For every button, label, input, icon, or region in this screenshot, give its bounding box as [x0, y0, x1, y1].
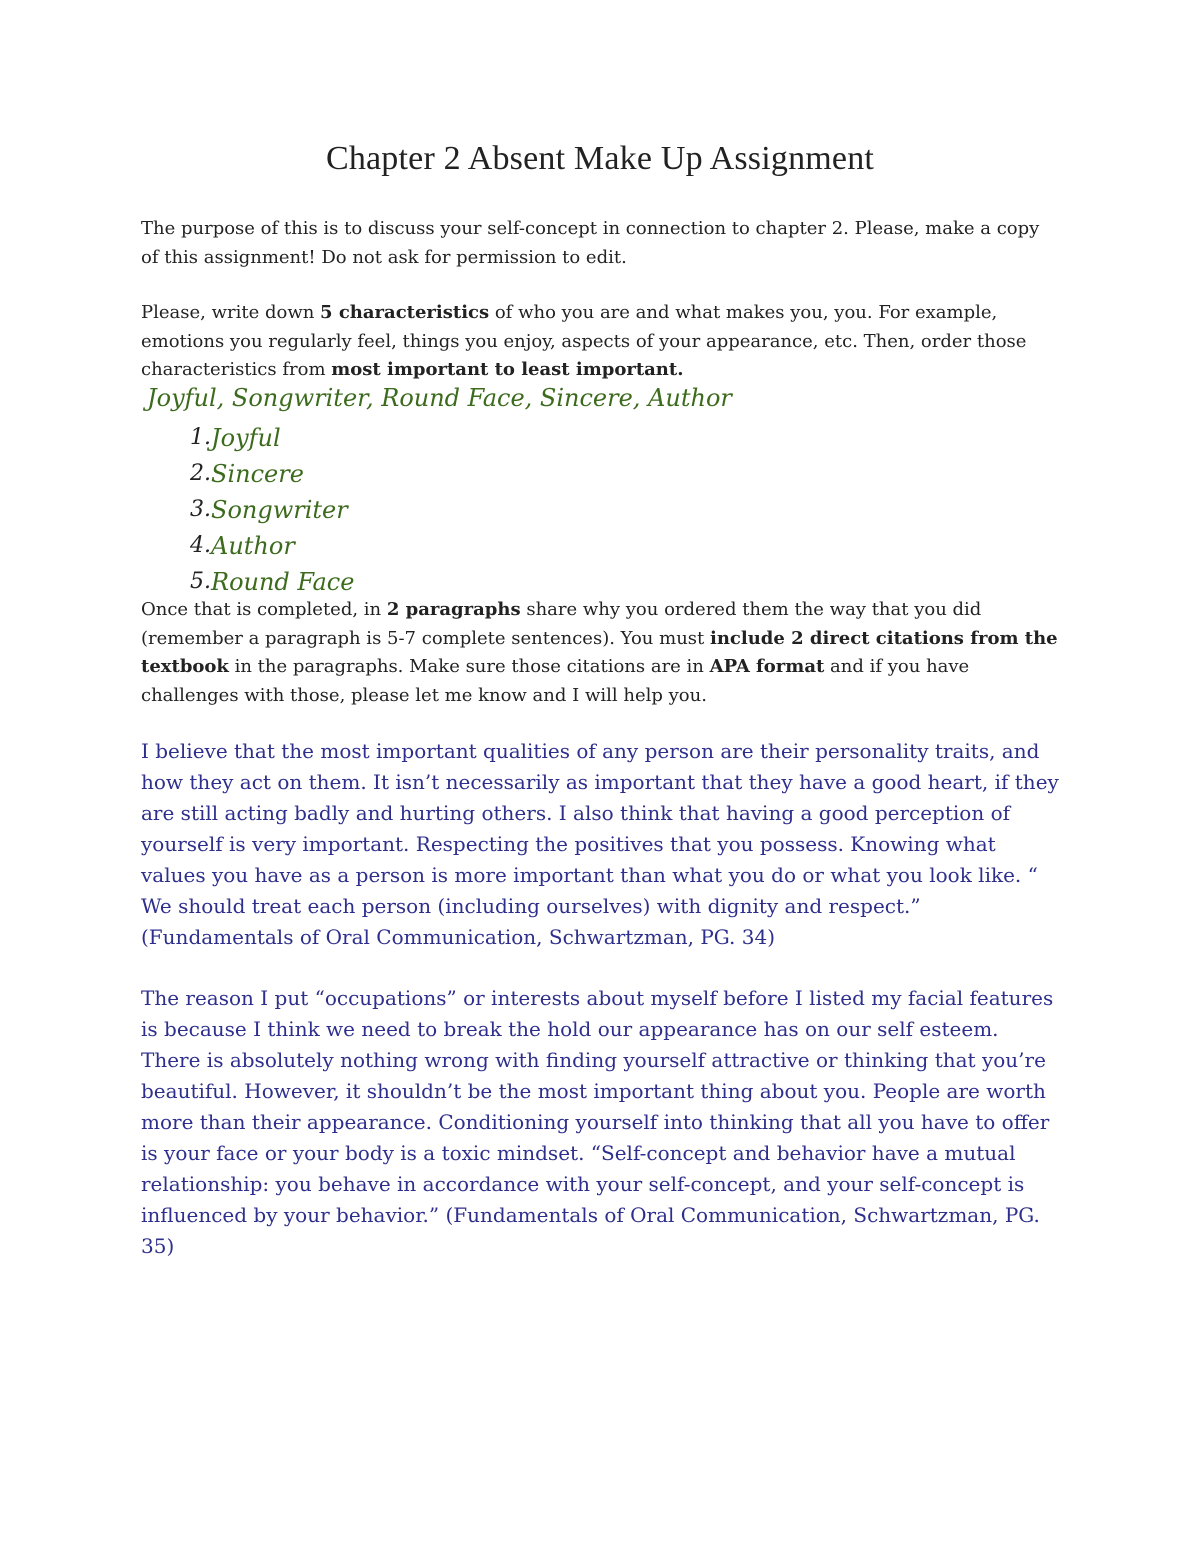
instr-bold-citations: include 2 direct citations from the textbook: [141, 627, 1058, 677]
intro-bold-characteristics: 5 characteristics: [320, 302, 490, 323]
list-number: 4.: [190, 533, 211, 558]
list-item-label: Songwriter: [211, 496, 348, 524]
list-item: [141, 564, 354, 600]
list-number: 2.: [190, 461, 211, 486]
list-number: 5.: [190, 569, 211, 594]
list-item-label: Author: [211, 532, 295, 560]
ranked-traits-list: [141, 420, 354, 600]
instr-bold-apa: APA format: [709, 656, 825, 677]
instr-bold-paragraphs: 2 paragraphs: [386, 599, 521, 620]
intro-paragraph-purpose: The purpose of this is to discuss your self-concept in connection to chapter 2. Please, make a copy of this assignment! Do not ask for permission to edit.: [141, 218, 1040, 268]
answer-paragraph-1: I believe that the most important qualities of any person are their personality traits, and how they act on them. It isn’t necessarily as important that they have a good heart, if they are still acting badly and hurting others. I also think that having a good perception of yourself is very important. Respecting the positives that you possess. Knowing what values you have as a person is more important than what you do or what you look like. “ We should treat each person (including ourselves) with dignity and respect.” (Fundamentals of Oral Communication, Schwartzman, PG. 34): [141, 739, 1059, 949]
instr-text: in the paragraphs. Make sure those citations are in: [228, 656, 710, 677]
instr-text: Once that is completed, in: [141, 599, 387, 620]
intro-text: of who you are and what makes you, you. For example, emotions you regularly feel, things you enjoy, aspects of your appearance, etc. Then, order those characteristics from: [141, 302, 1027, 380]
list-item: [141, 528, 354, 564]
document-title: Chapter 2 Absent Make Up Assignment: [325, 140, 875, 177]
instr-text: and if you have challenges with those, please let me know and I will help you.: [141, 656, 970, 706]
list-item: [141, 456, 354, 492]
list-number: 1.: [190, 425, 211, 450]
instructions-paragraph: [141, 596, 1061, 710]
answer-paragraph-2: The reason I put “occupations” or interests about myself before I listed my facial features is because I think we need to break the hold our appearance has on our self esteem. There is absolutely nothing wrong with finding yourself attractive or thinking that you’re beautiful. However, it shouldn’t be the most important thing about you. People are worth more than their appearance. Conditioning yourself into thinking that all you have to offer is your face or your body is a toxic mindset. “Self-concept and behavior have a mutual relationship: you behave in accordance with your self-concept, and your self-concept is influenced by your behavior.” (Fundamentals of Oral Communication, Schwartzman, PG. 35): [141, 986, 1054, 1258]
list-item: [141, 420, 354, 456]
list-number: 3.: [190, 497, 211, 522]
intro-paragraph-characteristics: [141, 299, 1061, 385]
list-item-label: Joyful: [211, 424, 281, 452]
instr-text: share why you ordered them the way that you did (remember a paragraph is 5-7 complete sentences). You must: [141, 599, 982, 649]
intro-bold-order: most important to least important.: [331, 359, 684, 380]
list-item-label: Sincere: [211, 460, 304, 488]
list-item-label: Round Face: [211, 568, 355, 596]
traits-list-line: Joyful, Songwriter, Round Face, Sincere, Author: [147, 384, 732, 412]
intro-text: Please, write down: [141, 302, 321, 323]
list-item: [141, 492, 354, 528]
